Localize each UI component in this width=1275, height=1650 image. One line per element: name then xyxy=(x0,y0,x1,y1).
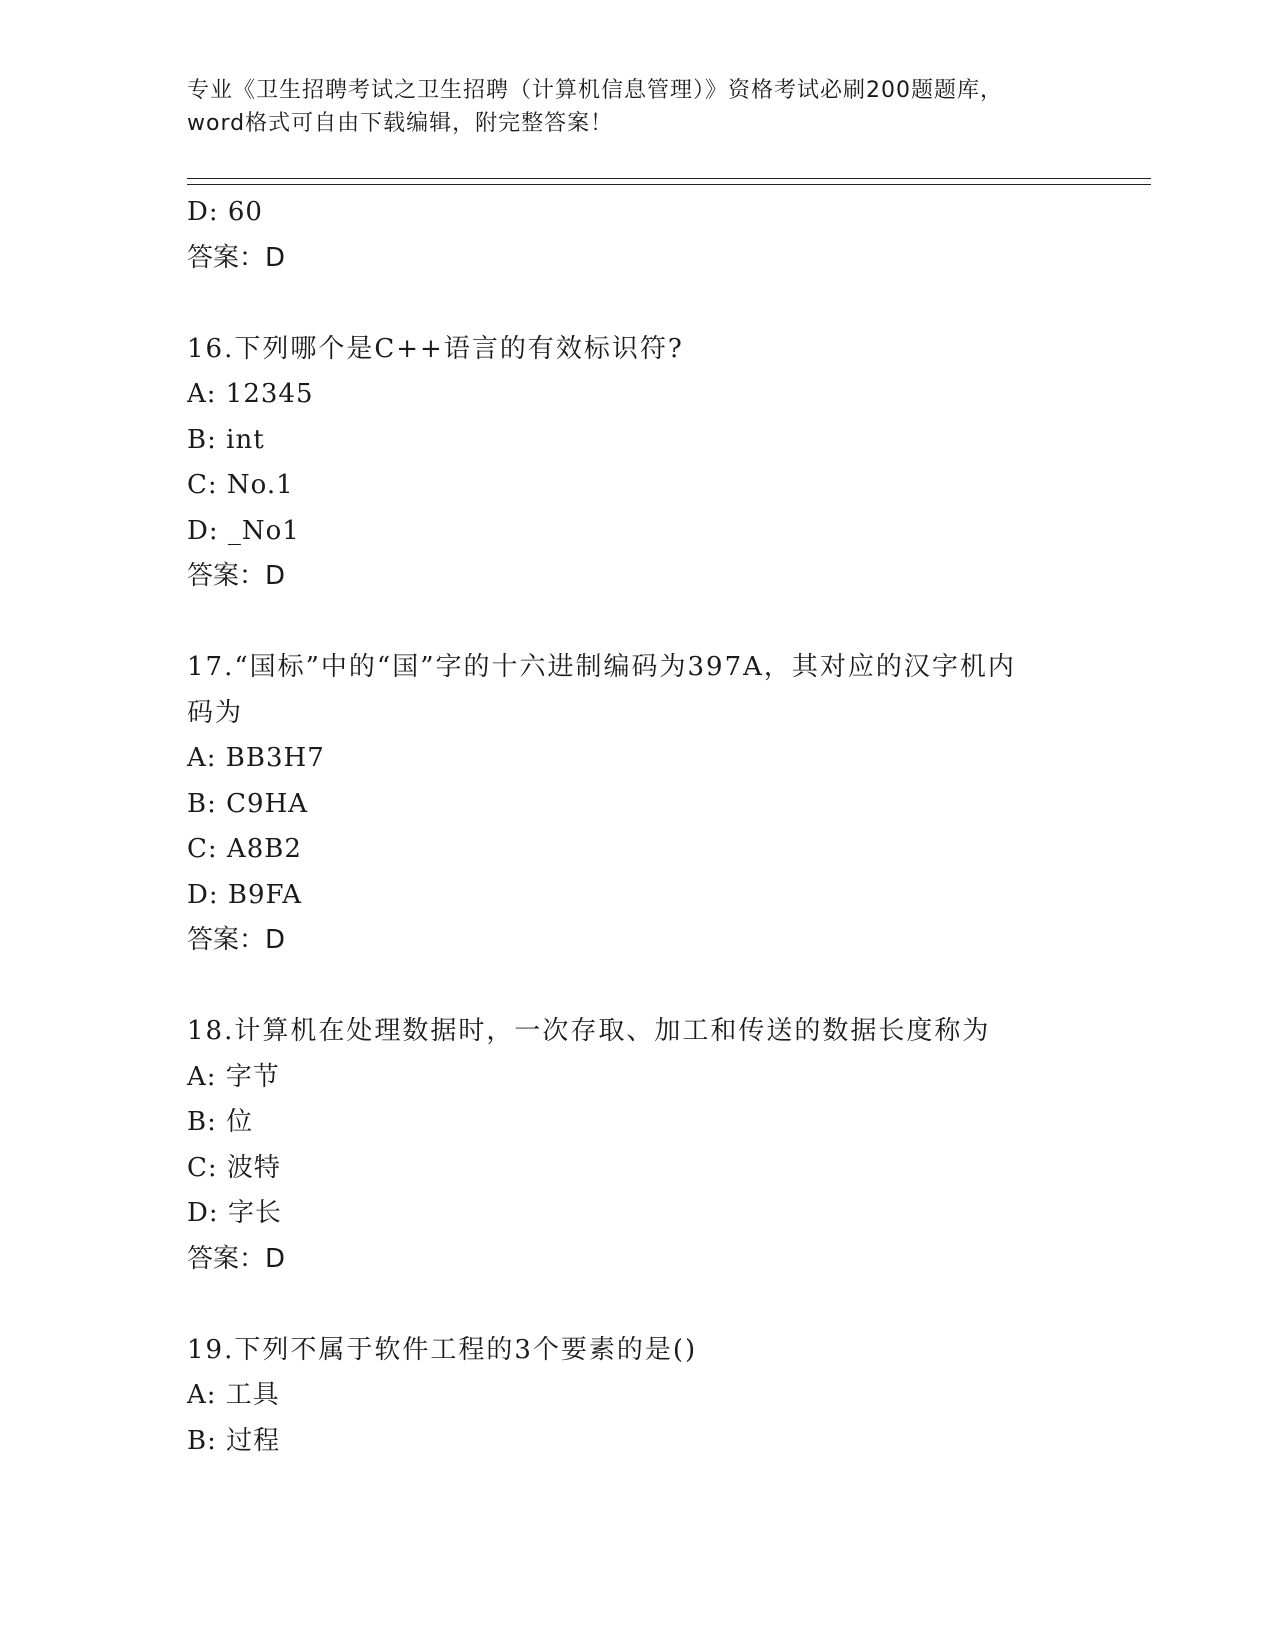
previous-question-tail xyxy=(187,190,1137,281)
question-text-line1: 17.“国标”中的“国”字的十六进制编码为397A，其对应的汉字机内 xyxy=(187,652,1016,682)
spacer xyxy=(187,964,1137,1010)
option-d: D: B9FA xyxy=(187,879,303,910)
question-list xyxy=(187,190,1137,1464)
document-header xyxy=(187,74,1087,140)
question-text: 18.计算机在处理数据时，一次存取、加工和传送的数据长度称为 xyxy=(187,1016,991,1046)
question-text: 16.下列哪个是C++语言的有效标识符? xyxy=(187,333,684,364)
spacer xyxy=(187,281,1137,327)
option-b: B: 过程 xyxy=(187,1425,281,1456)
question-18 xyxy=(187,1009,1137,1282)
header-divider-top xyxy=(187,178,1151,179)
answer-label: 答案：D xyxy=(187,925,286,955)
option-c: C: 波特 xyxy=(187,1152,281,1183)
answer-label: 答案：D xyxy=(187,561,286,591)
question-19 xyxy=(187,1328,1137,1465)
option-c: C: No.1 xyxy=(187,470,294,500)
spacer xyxy=(187,1282,1137,1328)
option-d: D: 60 xyxy=(187,197,263,227)
question-16 xyxy=(187,327,1137,600)
header-title-line1: 专业《卫生招聘考试之卫生招聘（计算机信息管理）》资格考试必刷200题题库， xyxy=(187,78,1003,103)
option-a: A: 12345 xyxy=(187,379,314,409)
answer-label: 答案：D xyxy=(187,242,286,273)
option-a: A: 字节 xyxy=(187,1061,280,1092)
option-c: C: A8B2 xyxy=(187,834,302,864)
option-b: B: 位 xyxy=(187,1107,254,1137)
header-title-line2: word格式可自由下载编辑，附完整答案！ xyxy=(187,111,614,136)
option-d: D: _No1 xyxy=(187,515,300,546)
option-b: B: int xyxy=(187,424,265,455)
question-text-line2: 码为 xyxy=(187,697,244,728)
spacer xyxy=(187,600,1137,646)
option-a: A: 工具 xyxy=(187,1380,280,1410)
question-text: 19.下列不属于软件工程的3个要素的是() xyxy=(187,1334,698,1365)
option-a: A: BB3H7 xyxy=(187,743,325,773)
option-b: B: C9HA xyxy=(187,788,309,819)
option-d: D: 字长 xyxy=(187,1198,282,1228)
answer-label: 答案：D xyxy=(187,1243,286,1274)
header-divider-bottom xyxy=(187,184,1151,185)
question-17 xyxy=(187,645,1137,964)
